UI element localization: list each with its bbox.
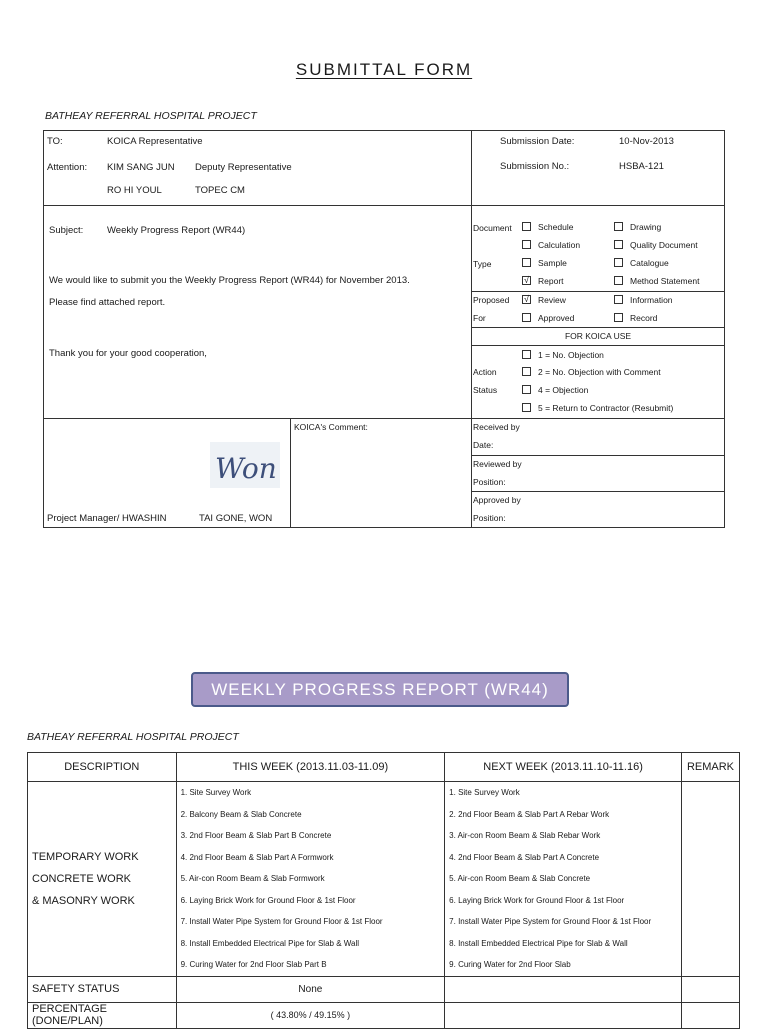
date-label: Date: [473, 440, 494, 450]
document-type-label-2: Type [473, 259, 492, 269]
list-item: 3. Air-con Room Beam & Slab Rebar Work [449, 831, 601, 840]
action-status-label-2: Status [473, 385, 498, 395]
list-item: 1. Site Survey Work [180, 788, 252, 797]
approved-checkbox[interactable] [522, 313, 531, 322]
objection-checkbox[interactable] [522, 385, 531, 394]
list-item: 6. Laying Brick Work for Ground Floor & 1st Floor [180, 895, 356, 905]
description-line: TEMPORARY WORK [32, 850, 139, 863]
list-item: 7. Install Water Pipe System for Ground Floor & 1st Floor [180, 917, 383, 926]
report-label: Report [538, 276, 564, 286]
no-objection-comment-label: 2 = No. Objection with Comment [538, 367, 661, 377]
action-status-label: Action [473, 367, 497, 377]
attention-role-2: TOPEC CM [195, 185, 245, 196]
percentage-label: PERCENTAGE (DONE/PLAN) [28, 1002, 177, 1028]
percentage-remark-cell [681, 1002, 739, 1028]
header-this-week: THIS WEEK (2013.11.03-11.09) [176, 753, 445, 782]
no-objection-checkbox[interactable] [522, 350, 531, 359]
sample-label: Sample [538, 258, 567, 268]
attention-name-2: RO HI YOUL [107, 185, 162, 196]
form-title: SUBMITTAL FORM [295, 60, 473, 79]
manager-name: TAI GONE, WON [199, 513, 273, 524]
record-label: Record [630, 313, 658, 323]
header-next-week: NEXT WEEK (2013.11.10-11.16) [445, 753, 682, 782]
list-item: 4. 2nd Floor Beam & Slab Part A Concrete [449, 852, 600, 862]
quality-document-checkbox[interactable] [614, 240, 623, 249]
remark-cell [681, 782, 739, 977]
method-statement-label: Method Statement [630, 276, 700, 286]
safety-value: None [176, 976, 445, 1002]
subject-label: Subject: [49, 225, 84, 236]
method-statement-checkbox[interactable] [614, 276, 623, 285]
to-value: KOICA Representative [107, 136, 203, 147]
report-checkbox[interactable]: √ [522, 276, 531, 285]
list-item: 3. 2nd Floor Beam & Slab Part B Concrete [180, 831, 332, 840]
percentage-next-cell [445, 1002, 682, 1028]
signature [207, 440, 282, 490]
no-objection-comment-checkbox[interactable] [522, 367, 531, 376]
review-checkbox[interactable]: √ [522, 295, 531, 304]
record-checkbox[interactable] [614, 313, 623, 322]
table-row [28, 782, 740, 977]
proposed-for-label-2: For [473, 313, 486, 323]
safety-remark-cell [681, 976, 739, 1002]
submission-no: HSBA-121 [619, 161, 664, 172]
approved-label: Approved [538, 313, 575, 323]
body-line-2: Please find attached report. [49, 297, 166, 308]
review-label: Review [538, 295, 566, 305]
drawing-label: Drawing [630, 222, 662, 232]
submission-no-label: Submission No.: [500, 161, 570, 172]
reviewed-by-label: Reviewed by [473, 459, 522, 469]
approved-by-label: Approved by [473, 495, 521, 505]
next-week-list [445, 782, 682, 977]
table-header-row [28, 753, 740, 782]
to-label: TO: [47, 136, 63, 147]
report-banner: WEEKLY PROGRESS REPORT (WR44) [191, 672, 569, 707]
svg-text:Won: Won [215, 452, 277, 485]
list-item: 8. Install Embedded Electrical Pipe for Slab & Wall [180, 938, 360, 948]
list-item: 1. Site Survey Work [449, 788, 520, 797]
information-checkbox[interactable] [614, 295, 623, 304]
sample-checkbox[interactable] [522, 258, 531, 267]
percentage-value: ( 43.80% / 49.15% ) [176, 1002, 445, 1028]
manager-label: Project Manager/ HWASHIN [47, 513, 167, 524]
progress-table [27, 752, 740, 1029]
description-line: CONCRETE WORK [32, 872, 131, 885]
this-week-list [176, 782, 445, 977]
list-item: 5. Air-con Room Beam & Slab Concrete [449, 874, 591, 883]
koica-use-header: FOR KOICA USE [564, 331, 632, 341]
submission-date: 10-Nov-2013 [619, 136, 674, 147]
list-item: 2. 2nd Floor Beam & Slab Part A Rebar Work [449, 809, 610, 819]
catalogue-label: Catalogue [630, 258, 669, 268]
return-contractor-checkbox[interactable] [522, 403, 531, 412]
project-name: BATHEAY REFERRAL HOSPITAL PROJECT [45, 110, 257, 122]
catalogue-checkbox[interactable] [614, 258, 623, 267]
safety-row [28, 976, 740, 1002]
objection-label: 4 = Objection [538, 385, 589, 395]
header-description: DESCRIPTION [28, 753, 177, 782]
percentage-row [28, 1002, 740, 1028]
description-cell [28, 782, 177, 977]
submission-date-label: Submission Date: [500, 136, 575, 147]
header-remark: REMARK [681, 753, 739, 782]
attention-label: Attention: [47, 162, 88, 173]
list-item: 9. Curing Water for 2nd Floor Slab [449, 960, 571, 969]
list-item: 2. Balcony Beam & Slab Concrete [180, 809, 302, 819]
list-item: 7. Install Water Pipe System for Ground Floor & 1st Floor [449, 917, 652, 926]
safety-label: SAFETY STATUS [28, 976, 177, 1002]
list-item: 8. Install Embedded Electrical Pipe for Slab & Wall [449, 938, 628, 948]
safety-next-cell [445, 976, 682, 1002]
information-label: Information [630, 295, 673, 305]
no-objection-label: 1 = No. Objection [538, 350, 604, 360]
schedule-label: Schedule [538, 222, 574, 232]
drawing-checkbox[interactable] [614, 222, 623, 231]
proposed-for-label: Proposed [473, 295, 510, 305]
return-contractor-label: 5 = Return to Contractor (Resubmit) [538, 403, 674, 413]
body-line-3: Thank you for your good cooperation, [49, 348, 207, 359]
quality-document-label: Quality Document [630, 240, 698, 250]
koica-comment-label: KOICA's Comment: [294, 422, 368, 432]
list-item: 6. Laying Brick Work for Ground Floor & 1st Floor [449, 895, 625, 905]
description-line: & MASONRY WORK [32, 894, 135, 907]
attention-name-1: KIM SANG JUN [107, 162, 175, 173]
calculation-checkbox[interactable] [522, 240, 531, 249]
list-item: 5. Air-con Room Beam & Slab Formwork [180, 874, 325, 883]
list-item: 9. Curing Water for 2nd Floor Slab Part B [180, 960, 327, 969]
subject-value: Weekly Progress Report (WR44) [107, 225, 246, 236]
position-label-2: Position: [473, 513, 506, 523]
document-type-label: Document [473, 223, 512, 233]
body-line-1: We would like to submit you the Weekly Progress Report (WR44) for November 2013. [49, 275, 410, 286]
attention-role-1: Deputy Representative [195, 162, 292, 173]
received-by-label: Received by [473, 422, 520, 432]
report-project-name: BATHEAY REFERRAL HOSPITAL PROJECT [27, 731, 239, 743]
calculation-label: Calculation [538, 240, 581, 250]
list-item: 4. 2nd Floor Beam & Slab Part A Formwork [180, 852, 334, 862]
schedule-checkbox[interactable] [522, 222, 531, 231]
position-label: Position: [473, 477, 506, 487]
